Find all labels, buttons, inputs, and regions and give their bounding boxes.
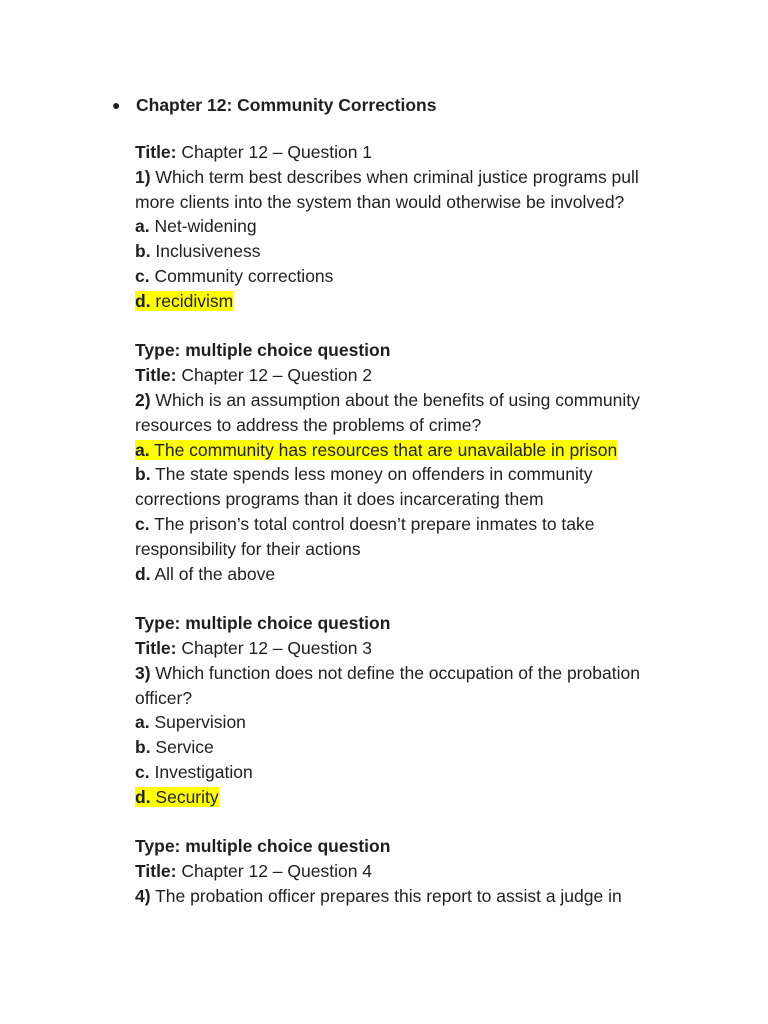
spacer bbox=[135, 810, 675, 835]
answer-option-c: c. Investigation bbox=[135, 761, 253, 782]
question-type: Type: multiple choice question bbox=[135, 340, 391, 361]
question-title: Title: Chapter 12 – Question 2 bbox=[135, 365, 373, 386]
answer-option-a: a. Net-widening bbox=[135, 216, 257, 237]
answer-option-b: b. The state spends less money on offenders in community bbox=[135, 464, 593, 485]
question-title: Title: Chapter 12 – Question 3 bbox=[135, 637, 373, 658]
answer-option-d: d. All of the above bbox=[135, 563, 276, 584]
question-title: Title: Chapter 12 – Question 1 bbox=[135, 142, 373, 162]
question-stem-continued: resources to address the problems of crime? bbox=[135, 414, 482, 435]
answer-option-d-correct: d. Security bbox=[135, 786, 219, 807]
question-stem: 2) Which is an assumption about the benefits of using community bbox=[135, 389, 640, 410]
question-stem: 1) Which term best describes when criminal justice programs pull bbox=[135, 166, 639, 187]
question-stem-continued: more clients into the system than would otherwise be involved? bbox=[135, 191, 625, 212]
question-stem-continued: officer? bbox=[135, 687, 193, 708]
chapter-title: Chapter 12: Community Corrections bbox=[136, 95, 437, 115]
answer-option-b: b. Inclusiveness bbox=[135, 241, 261, 262]
question-type: Type: multiple choice question bbox=[135, 613, 391, 634]
bullet-icon: ● bbox=[112, 97, 121, 113]
question-title: Title: Chapter 12 – Question 4 bbox=[135, 861, 373, 882]
question-stem: 3) Which function does not define the occupation of the probation bbox=[135, 662, 640, 683]
answer-option-c: c. The prison’s total control doesn’t prepare inmates to take bbox=[135, 513, 595, 534]
question-type: Type: multiple choice question bbox=[135, 836, 391, 857]
question-list bbox=[135, 140, 675, 909]
answer-option-c-continued: responsibility for their actions bbox=[135, 538, 361, 559]
answer-option-a: a. Supervision bbox=[135, 712, 246, 733]
answer-option-b-continued: corrections programs than it does incarcerating them bbox=[135, 489, 544, 510]
answer-option-d-correct: d. recidivism bbox=[135, 290, 234, 311]
answer-option-c: c. Community corrections bbox=[135, 265, 334, 286]
question-stem: 4) The probation officer prepares this report to assist a judge in bbox=[135, 885, 622, 906]
chapter-heading bbox=[112, 93, 436, 117]
spacer bbox=[135, 314, 675, 339]
spacer bbox=[135, 586, 675, 611]
answer-option-b: b. Service bbox=[135, 737, 214, 758]
answer-option-a-correct: a. The community has resources that are unavailable in prison bbox=[135, 439, 618, 460]
